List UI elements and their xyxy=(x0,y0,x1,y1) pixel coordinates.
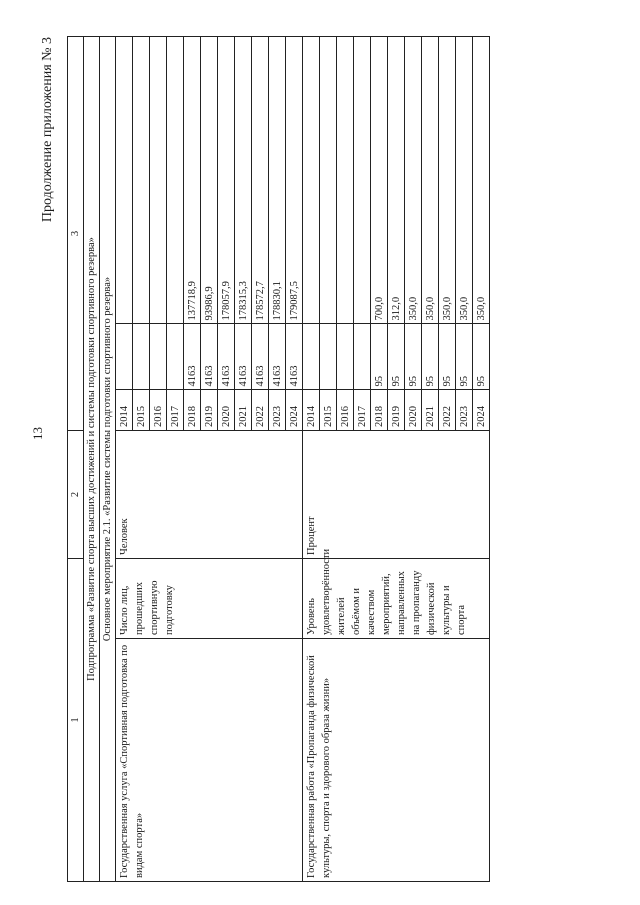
table-row: 2018 4163 137718,9 xyxy=(184,37,201,430)
table-row: 2021 95 350,0 xyxy=(422,37,439,430)
page-number: 13 xyxy=(30,427,45,440)
column-number-2: 2 xyxy=(68,431,84,559)
table-row: 2019 4163 93986,9 xyxy=(201,37,218,430)
main-activity-title: Основное мероприятие 2.1. «Развитие системы подготовки спортивного резерва» xyxy=(100,37,116,882)
table-row: 2022 4163 178572,7 xyxy=(252,37,269,430)
table-row: 2014 xyxy=(116,37,133,430)
table-row: 2019 95 312,0 xyxy=(388,37,405,430)
service-name: Государственная услуга «Спортивная подготовка по видам спорта» xyxy=(116,639,303,882)
table-row: 2015 xyxy=(133,37,150,430)
table-row: 2015 xyxy=(320,37,337,430)
work-block xyxy=(303,37,490,882)
table-row: 2023 4163 178830,1 xyxy=(269,37,286,430)
column-numbers-row xyxy=(68,37,84,882)
table-row: 2020 4163 178057,9 xyxy=(218,37,235,430)
subprogram-row xyxy=(84,37,100,882)
table-row: 2014 xyxy=(303,37,320,430)
table-row: 2024 4163 179087,5 xyxy=(286,37,303,430)
service-unit: Человек xyxy=(116,431,303,559)
work-name: Государственная работа «Пропаганда физической культуры, спорта и здорового образа жизни» xyxy=(303,639,490,882)
table-row: 2017 xyxy=(354,37,371,430)
service-values xyxy=(116,37,303,431)
rotated-table-canvas xyxy=(40,37,625,882)
service-values-table xyxy=(116,37,302,430)
table-row: 2022 95 350,0 xyxy=(439,37,456,430)
main-activity-row xyxy=(100,37,116,882)
table-row: 2023 95 350,0 xyxy=(456,37,473,430)
work-indicator: Уровень удовлетворённости жителей объёмом и качеством мероприятий, направленных на пропаганду физической культуры и спорта xyxy=(303,559,490,639)
work-values xyxy=(303,37,490,431)
column-number-3: 3 xyxy=(68,37,84,431)
table-row: 2018 95 700,0 xyxy=(371,37,388,430)
service-indicator: Число лиц, прошедших спортивную подготовку xyxy=(116,559,303,639)
table-row: 2021 4163 178315,3 xyxy=(235,37,252,430)
subprogram-title: Подпрограмма «Развитие спорта высших достижений и системы подготовки спортивного резерва» xyxy=(84,37,100,882)
service-block xyxy=(116,37,303,882)
table-row: 2017 xyxy=(167,37,184,430)
column-number-1: 1 xyxy=(68,559,84,882)
indicator-table xyxy=(67,36,490,882)
appendix-title: Продолжение приложения № 3 xyxy=(40,37,55,223)
table-row: 2016 xyxy=(337,37,354,430)
work-values-table xyxy=(303,37,489,430)
table-row: 2024 95 350,0 xyxy=(473,37,490,430)
table-row: 2016 xyxy=(150,37,167,430)
work-unit: Процент xyxy=(303,431,490,559)
table-row: 2020 95 350,0 xyxy=(405,37,422,430)
